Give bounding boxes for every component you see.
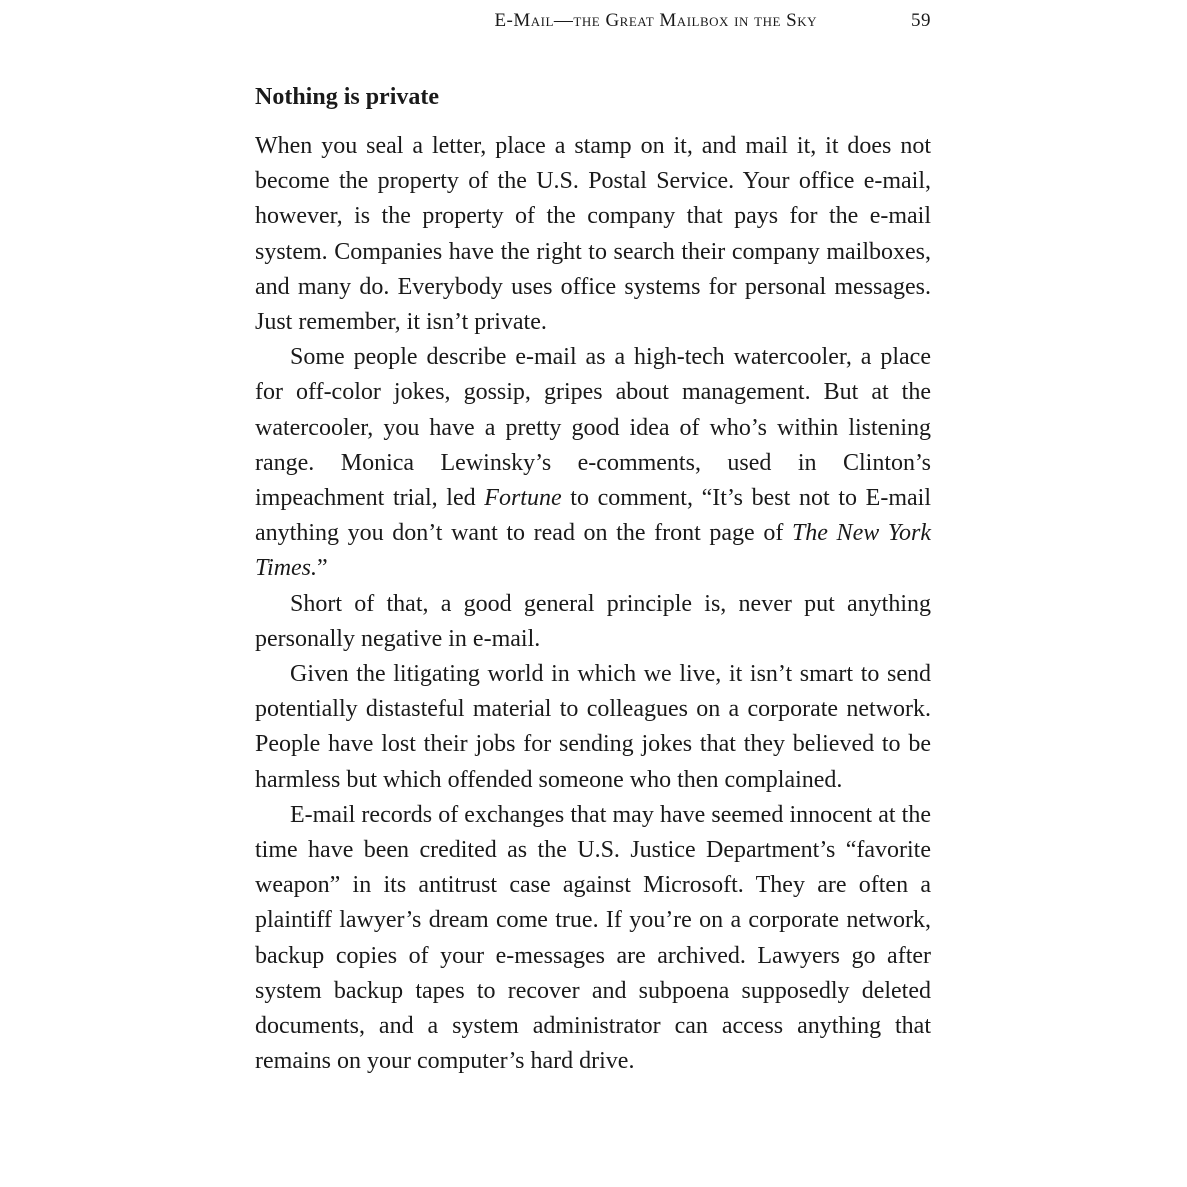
paragraph-text-segment: Some people describe e-mail as a high-tech watercooler, a place for off-color jokes, gossip, gripes about management. But at the watercooler, you have a pretty good idea of who’s within listening range. Monica Lewinsky’s e-comments, used in Clinton’s impeachment trial, led: [255, 344, 931, 512]
book-page: [255, 0, 931, 1187]
paragraph-litigating-world: Given the litigating world in which we live, it isn’t smart to send potentially distasteful material to colleagues on a corporate network. People have lost their jobs for sending jokes that they believed to be harmless but which offended someone who then complained.: [255, 661, 931, 793]
body-text: [255, 129, 931, 1079]
section-heading: Nothing is private: [255, 84, 440, 110]
paragraph-text-segment: ”: [317, 555, 328, 582]
paragraph-microsoft-case: E-mail records of exchanges that may have seemed innocent at the time have been credited as the U.S. Justice Department’s “favorite weapon” in its antitrust case against Microsoft. They are often a plaintiff lawyer’s dream come true. If you’re on a corporate network, backup copies of your e-messages are archived. Lawyers go after system backup tapes to recover and subpoena supposedly deleted documents, and a system administrator can access anything that remains on your computer’s hard drive.: [255, 801, 931, 1075]
running-head: [255, 10, 931, 34]
italic-publication-fortune: Fortune: [484, 485, 562, 512]
running-title: E-Mail—the Great Mailbox in the Sky: [494, 10, 817, 31]
paragraph-watercooler: [255, 340, 931, 586]
page-number: 59: [911, 10, 931, 31]
paragraph-principle: Short of that, a good general principle is, never put anything personally negative in e-mail.: [255, 590, 931, 652]
paragraph-privacy: When you seal a letter, place a stamp on it, and mail it, it does not become the property of the U.S. Postal Service. Your office e-mail, however, is the property of the company that pays for the e-mail system. Companies have the right to search their company mailboxes, and many do. Everybody uses office systems for personal messages. Just remember, it isn’t private.: [255, 133, 931, 336]
paragraph-text-segment: to comment, “It’s best not to E-mail anything you don’t want to read on the front page of: [255, 485, 931, 547]
italic-publication-nyt: The New York Times.: [255, 520, 931, 582]
